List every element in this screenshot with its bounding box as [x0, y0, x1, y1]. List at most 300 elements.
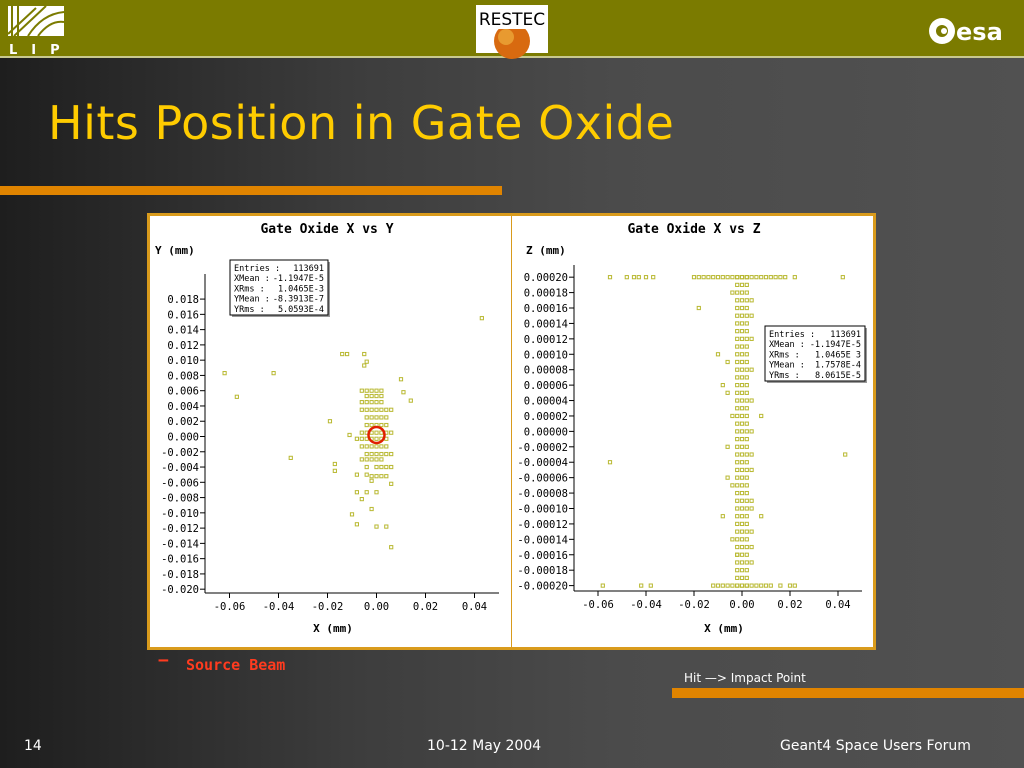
data-point	[385, 408, 388, 411]
data-point	[740, 314, 743, 317]
data-point	[365, 473, 368, 476]
data-point	[760, 276, 763, 279]
data-point	[736, 553, 739, 556]
y-tick-label: 0.00006	[523, 380, 568, 393]
data-point	[272, 372, 275, 375]
data-point	[380, 389, 383, 392]
data-point	[333, 469, 336, 472]
data-point	[745, 360, 748, 363]
bottom-accent-bar	[672, 688, 1024, 698]
data-point	[390, 431, 393, 434]
data-point	[740, 291, 743, 294]
data-point	[736, 368, 739, 371]
y-tick-label: 0.00018	[523, 287, 568, 300]
data-point	[370, 389, 373, 392]
data-point	[716, 276, 719, 279]
x-tick-label: 0.04	[825, 599, 851, 611]
data-point	[712, 276, 715, 279]
data-point	[760, 584, 763, 587]
data-point	[328, 420, 331, 423]
stats-label: XMean :	[234, 274, 270, 285]
data-point	[745, 553, 748, 556]
data-point	[779, 584, 782, 587]
stats-label: XRms :	[769, 350, 800, 361]
footer-page-number: 14	[24, 738, 42, 754]
data-point	[726, 276, 729, 279]
data-point	[740, 384, 743, 387]
data-point	[363, 352, 366, 355]
data-point	[740, 345, 743, 348]
data-point	[750, 368, 753, 371]
data-point	[740, 360, 743, 363]
data-point	[740, 522, 743, 525]
restec-logo	[476, 5, 548, 53]
data-point	[740, 299, 743, 302]
data-point	[380, 408, 383, 411]
data-point	[745, 384, 748, 387]
data-point	[736, 314, 739, 317]
slide-title: Hits Position in Gate Oxide	[48, 96, 675, 150]
data-point	[736, 422, 739, 425]
data-point	[385, 475, 388, 478]
data-point	[608, 276, 611, 279]
data-point	[370, 423, 373, 426]
y-tick-label: -0.00010	[517, 503, 568, 516]
data-point	[740, 337, 743, 340]
data-point	[736, 530, 739, 533]
data-point	[355, 523, 358, 526]
data-point	[745, 530, 748, 533]
lip-logo	[6, 4, 74, 58]
data-point	[637, 276, 640, 279]
data-point	[736, 407, 739, 410]
chart-title: Gate Oxide X vs Y	[260, 222, 394, 237]
data-point	[409, 399, 412, 402]
data-point	[390, 465, 393, 468]
data-point	[380, 452, 383, 455]
data-point	[745, 430, 748, 433]
data-point	[375, 401, 378, 404]
data-point	[736, 353, 739, 356]
data-point	[745, 337, 748, 340]
esa-logo	[928, 14, 1012, 48]
y-tick-label: -0.00006	[517, 472, 568, 485]
data-point	[760, 414, 763, 417]
chart-title: Gate Oxide X vs Z	[627, 222, 761, 237]
data-point	[380, 458, 383, 461]
data-point	[750, 507, 753, 510]
data-point	[726, 476, 729, 479]
data-point	[769, 584, 772, 587]
data-point	[370, 479, 373, 482]
data-point	[365, 408, 368, 411]
data-point	[740, 545, 743, 548]
stats-label: Entries :	[769, 330, 816, 340]
data-point	[399, 378, 402, 381]
data-point	[375, 408, 378, 411]
data-point	[745, 507, 748, 510]
data-point	[740, 561, 743, 564]
data-point	[750, 453, 753, 456]
data-point	[385, 423, 388, 426]
data-point	[736, 391, 739, 394]
data-point	[736, 399, 739, 402]
y-tick-label: -0.002	[161, 446, 199, 459]
stats-value: -1.1947E-5	[809, 340, 861, 351]
data-point	[716, 353, 719, 356]
x-tick-label: -0.06	[213, 601, 246, 613]
y-tick-label: -0.00014	[517, 534, 568, 547]
data-point	[731, 414, 734, 417]
data-point	[745, 422, 748, 425]
data-point	[365, 394, 368, 397]
data-point	[380, 394, 383, 397]
data-point	[736, 337, 739, 340]
data-point	[370, 416, 373, 419]
stats-value: 113691	[293, 264, 324, 274]
data-point	[380, 416, 383, 419]
y-tick-label: -0.00016	[517, 549, 568, 562]
stats-label: YRms :	[234, 304, 265, 315]
stats-label: YRms :	[769, 370, 800, 381]
data-point	[726, 360, 729, 363]
y-tick-label: -0.008	[161, 492, 199, 505]
data-point	[745, 445, 748, 448]
data-point	[721, 276, 724, 279]
data-point	[348, 433, 351, 436]
data-point	[740, 576, 743, 579]
data-point	[365, 416, 368, 419]
data-point	[736, 376, 739, 379]
data-point	[740, 530, 743, 533]
data-point	[632, 276, 635, 279]
data-point	[360, 498, 363, 501]
data-point	[844, 453, 847, 456]
data-point	[750, 499, 753, 502]
data-point	[375, 431, 378, 434]
stats-value: -1.1947E-5	[272, 274, 324, 285]
data-point	[360, 401, 363, 404]
data-point	[640, 584, 643, 587]
data-point	[740, 276, 743, 279]
data-point	[745, 545, 748, 548]
data-point	[764, 276, 767, 279]
data-point	[355, 473, 358, 476]
data-point	[779, 276, 782, 279]
data-point	[740, 476, 743, 479]
data-point	[793, 584, 796, 587]
restec-logo-text: RESTEC	[478, 10, 546, 30]
data-point	[370, 458, 373, 461]
data-point	[736, 306, 739, 309]
data-point	[365, 401, 368, 404]
y-tick-label: 0.012	[167, 339, 199, 352]
data-point	[750, 299, 753, 302]
data-point	[601, 584, 604, 587]
data-point	[341, 352, 344, 355]
stats-value: 8.0615E-5	[814, 370, 861, 381]
data-point	[736, 491, 739, 494]
data-point	[385, 416, 388, 419]
data-point	[736, 430, 739, 433]
data-point	[736, 276, 739, 279]
data-point	[370, 445, 373, 448]
data-point	[370, 452, 373, 455]
data-point	[745, 515, 748, 518]
esa-logo-text: esa	[956, 18, 1003, 46]
data-point	[745, 376, 748, 379]
data-point	[644, 276, 647, 279]
data-point	[755, 276, 758, 279]
header-bar	[0, 0, 1024, 58]
x-tick-label: -0.04	[262, 601, 295, 613]
y-tick-label: -0.020	[161, 584, 199, 597]
data-point	[736, 522, 739, 525]
data-point	[740, 515, 743, 518]
footer-date: 10-12 May 2004	[427, 738, 542, 754]
y-tick-label: 0.00010	[523, 349, 568, 362]
data-point	[736, 461, 739, 464]
data-point	[740, 538, 743, 541]
y-tick-label: 0.002	[167, 416, 199, 429]
data-point	[365, 423, 368, 426]
x-tick-label: 0.00	[363, 601, 390, 613]
data-point	[740, 414, 743, 417]
data-point	[769, 276, 772, 279]
x-tick-label: -0.02	[678, 599, 710, 611]
data-point	[745, 330, 748, 333]
data-point	[740, 484, 743, 487]
data-point	[649, 584, 652, 587]
data-point	[363, 364, 366, 367]
y-tick-label: 0.00002	[523, 410, 568, 423]
data-point	[745, 538, 748, 541]
data-point	[608, 461, 611, 464]
data-point	[385, 452, 388, 455]
y-tick-label: -0.016	[161, 553, 199, 566]
stats-label: XMean :	[769, 340, 805, 351]
data-point	[750, 545, 753, 548]
y-tick-label: 0.018	[167, 294, 199, 307]
data-point	[736, 468, 739, 471]
data-point	[750, 314, 753, 317]
data-point	[745, 368, 748, 371]
data-point	[652, 276, 655, 279]
data-point	[740, 491, 743, 494]
data-point	[736, 538, 739, 541]
data-point	[736, 476, 739, 479]
y-axis-label: Z (mm)	[526, 244, 566, 257]
data-point	[355, 491, 358, 494]
data-point	[726, 445, 729, 448]
data-point	[736, 453, 739, 456]
data-point	[370, 401, 373, 404]
y-tick-label: -0.018	[161, 568, 199, 581]
data-point	[697, 306, 700, 309]
data-point	[745, 391, 748, 394]
chart-x-vs-y	[150, 216, 511, 647]
data-point	[692, 276, 695, 279]
x-tick-label: -0.02	[311, 601, 344, 613]
data-point	[390, 482, 393, 485]
data-point	[360, 437, 363, 440]
data-point	[745, 584, 748, 587]
data-point	[289, 456, 292, 459]
data-point	[745, 468, 748, 471]
data-point	[736, 569, 739, 572]
y-tick-label: -0.00020	[517, 580, 568, 593]
data-point	[333, 462, 336, 465]
stats-value: 5.0593E-4	[277, 304, 324, 315]
data-point	[360, 445, 363, 448]
data-point	[721, 384, 724, 387]
data-point	[784, 276, 787, 279]
stats-label: YMean :	[769, 360, 805, 371]
data-point	[365, 452, 368, 455]
data-point	[740, 569, 743, 572]
data-point	[740, 399, 743, 402]
data-point	[740, 430, 743, 433]
data-point	[750, 530, 753, 533]
data-point	[745, 399, 748, 402]
data-point	[380, 401, 383, 404]
x-tick-label: -0.04	[630, 599, 662, 611]
data-point	[740, 330, 743, 333]
data-point	[745, 283, 748, 286]
data-point	[375, 445, 378, 448]
data-point	[793, 276, 796, 279]
data-point	[390, 408, 393, 411]
y-tick-label: -0.00002	[517, 441, 568, 454]
y-tick-label: 0.000	[167, 431, 199, 444]
x-tick-label: -0.06	[582, 599, 614, 611]
data-point	[750, 276, 753, 279]
data-point	[402, 391, 405, 394]
y-tick-label: 0.006	[167, 385, 199, 398]
data-point	[731, 584, 734, 587]
data-point	[740, 468, 743, 471]
data-point	[745, 499, 748, 502]
stats-value: 113691	[830, 330, 861, 340]
data-point	[346, 352, 349, 355]
title-underline	[0, 186, 502, 195]
y-tick-label: -0.006	[161, 477, 199, 490]
data-point	[390, 452, 393, 455]
data-point	[716, 584, 719, 587]
data-point	[375, 491, 378, 494]
data-point	[736, 322, 739, 325]
data-point	[788, 584, 791, 587]
data-point	[736, 330, 739, 333]
data-point	[740, 507, 743, 510]
data-point	[745, 461, 748, 464]
y-tick-label: 0.004	[167, 400, 199, 413]
x-axis-label: X (mm)	[704, 622, 744, 635]
data-point	[740, 422, 743, 425]
data-point	[736, 545, 739, 548]
data-point	[370, 507, 373, 510]
data-point	[736, 561, 739, 564]
data-point	[755, 584, 758, 587]
x-tick-label: 0.04	[461, 601, 488, 613]
data-point	[697, 276, 700, 279]
data-point	[385, 465, 388, 468]
y-tick-label: 0.00014	[523, 318, 568, 331]
stats-value: 1.7578E-4	[814, 360, 861, 371]
data-point	[375, 525, 378, 528]
y-tick-label: 0.00000	[523, 426, 568, 439]
y-tick-label: 0.016	[167, 309, 199, 322]
data-point	[740, 306, 743, 309]
data-point	[721, 584, 724, 587]
y-tick-label: -0.00012	[517, 518, 568, 531]
x-axis-label: X (mm)	[313, 622, 353, 635]
data-point	[750, 468, 753, 471]
x-tick-label: 0.02	[412, 601, 439, 613]
data-point	[375, 452, 378, 455]
data-point	[736, 345, 739, 348]
data-point	[745, 276, 748, 279]
data-point	[736, 576, 739, 579]
data-point	[365, 465, 368, 468]
footer-forum: Geant4 Space Users Forum	[780, 738, 971, 754]
data-point	[370, 408, 373, 411]
data-point	[736, 507, 739, 510]
stats-label: YMean :	[234, 294, 270, 305]
data-point	[375, 394, 378, 397]
data-point	[740, 391, 743, 394]
y-tick-label: -0.004	[161, 462, 199, 475]
data-point	[745, 569, 748, 572]
data-point	[740, 461, 743, 464]
data-point	[736, 384, 739, 387]
y-tick-label: 0.008	[167, 370, 199, 383]
data-point	[740, 368, 743, 371]
data-point	[355, 437, 358, 440]
data-point	[385, 445, 388, 448]
data-point	[375, 437, 378, 440]
data-point	[360, 431, 363, 434]
y-tick-label: 0.00020	[523, 272, 568, 285]
data-point	[712, 584, 715, 587]
data-point	[731, 291, 734, 294]
data-point	[736, 484, 739, 487]
data-point	[736, 445, 739, 448]
data-point	[750, 561, 753, 564]
data-point	[375, 465, 378, 468]
data-point	[740, 353, 743, 356]
data-point	[740, 584, 743, 587]
y-tick-label: -0.014	[161, 538, 199, 551]
data-point	[365, 360, 368, 363]
data-point	[721, 515, 724, 518]
data-point	[750, 399, 753, 402]
data-point	[745, 476, 748, 479]
y-tick-label: -0.00018	[517, 565, 568, 578]
data-point	[740, 445, 743, 448]
data-point	[740, 499, 743, 502]
data-point	[731, 484, 734, 487]
data-point	[360, 458, 363, 461]
data-point	[365, 445, 368, 448]
y-tick-label: 0.00004	[523, 395, 568, 408]
data-point	[380, 445, 383, 448]
data-point	[375, 458, 378, 461]
data-point	[740, 322, 743, 325]
chart-x-vs-z	[512, 216, 873, 647]
data-point	[764, 584, 767, 587]
y-tick-label: 0.00012	[523, 333, 568, 346]
